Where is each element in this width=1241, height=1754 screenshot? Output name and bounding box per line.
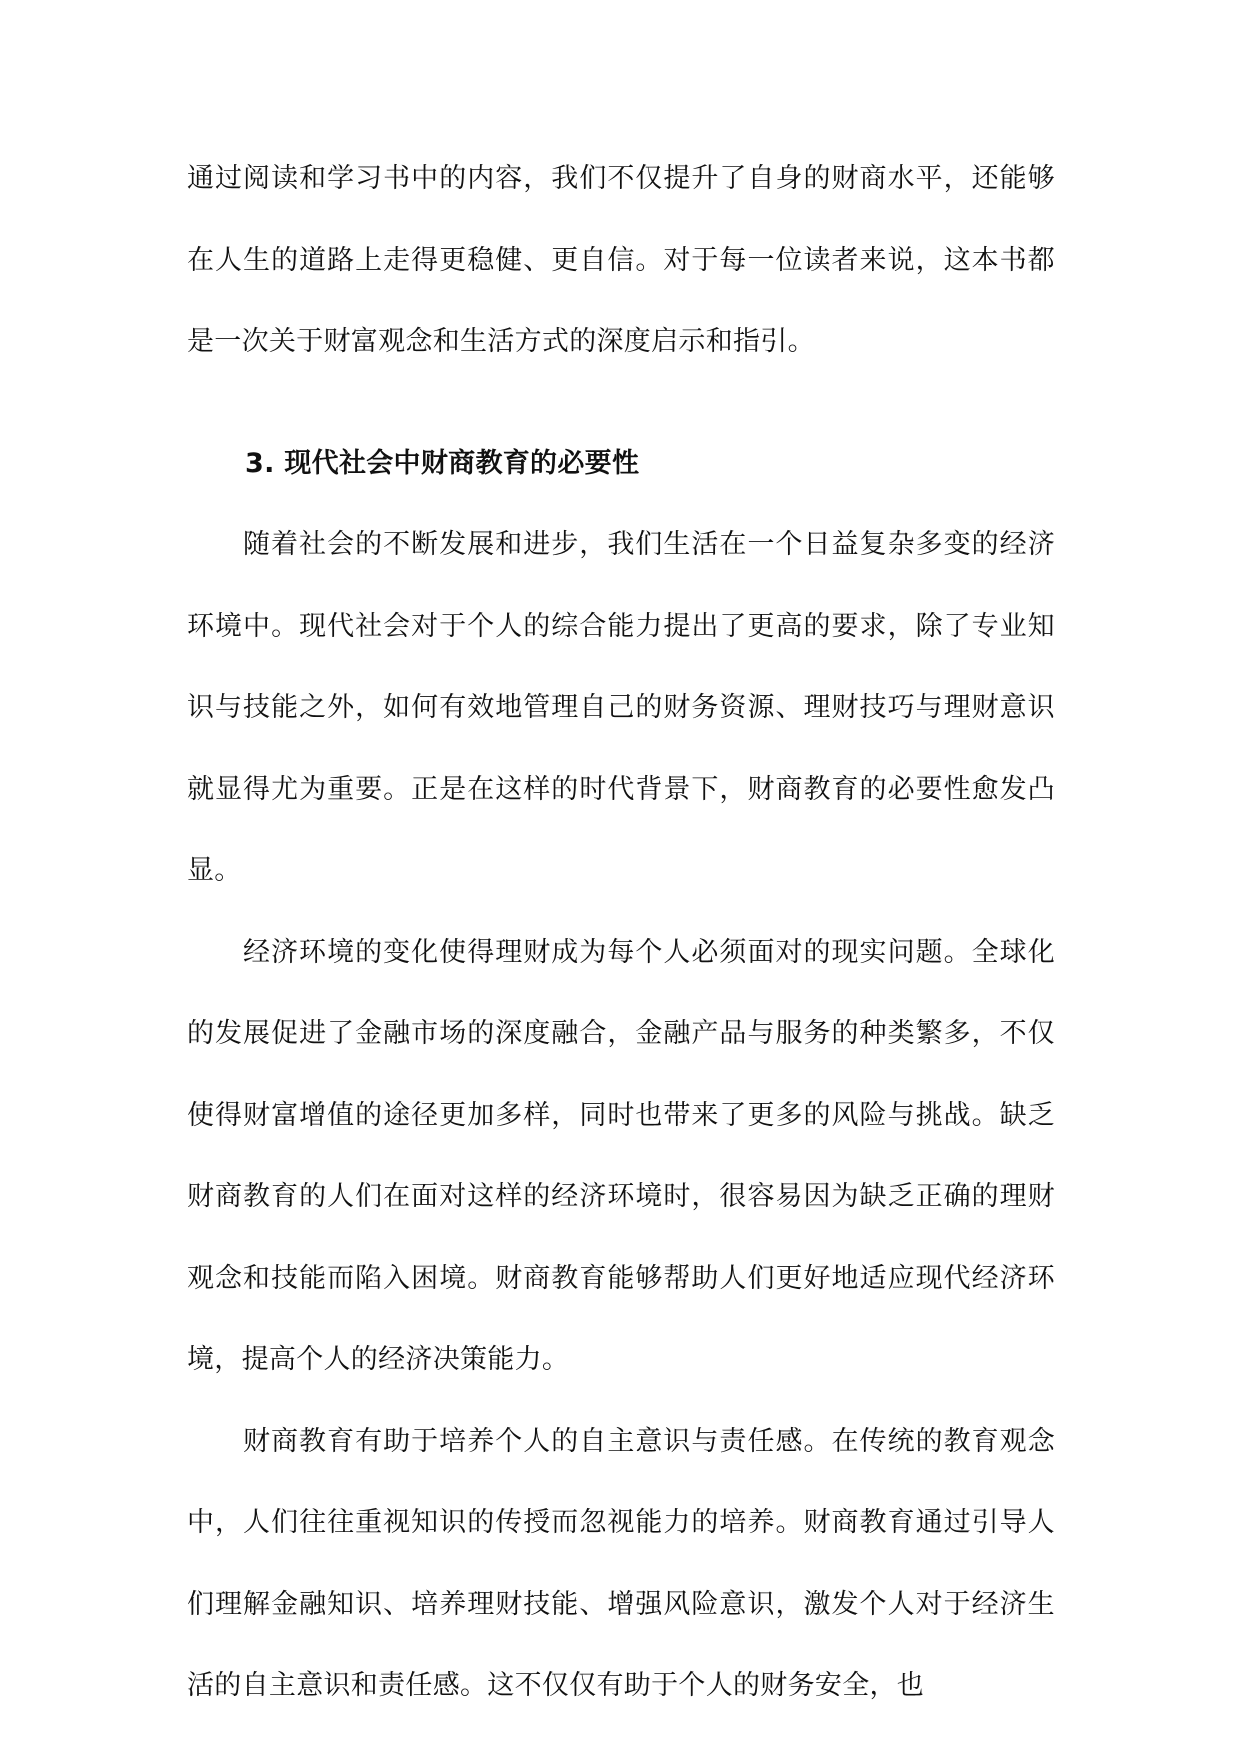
body-paragraph-2: 经济环境的变化使得理财成为每个人必须面对的现实问题。全球化的发展促进了金融市场的深度融合，金融产品与服务的种类繁多，不仅使得财富增值的途径更加多样，同时也带来了更多的风险与挑战。缺乏财商教育的人们在面对这样的经济环境时，很容易因为缺乏正确的理财观念和技能而陷入困境。财商教育能够帮助人们更好地适应现代经济环境，提高个人的经济决策能力。 (187, 936, 1055, 1375)
section-spacer (187, 383, 1055, 423)
body-paragraph-1: 随着社会的不断发展和进步，我们生活在一个日益复杂多变的经济环境中。现代社会对于个人的综合能力提出了更高的要求，除了专业知识与技能之外，如何有效地管理自己的财务资源、理财技巧与理财意识就显得尤为重要。正是在这样的时代背景下，财商教育的必要性愈发凸显。 (187, 529, 1055, 886)
document-body (187, 138, 1055, 1727)
section-heading: 3. 现代社会中财商教育的必要性 (245, 447, 640, 479)
body-paragraph-3: 财商教育有助于培养个人的自主意识与责任感。在传统的教育观念中，人们往往重视知识的传授而忽视能力的培养。财商教育通过引导人们理解金融知识、培养理财技能、增强风险意识，激发个人对于经济生活的自主意识和责任感。这不仅仅有助于个人的财务安全，也 (187, 1425, 1055, 1701)
opening-paragraph: 通过阅读和学习书中的内容，我们不仅提升了自身的财商水平，还能够在人生的道路上走得更稳健、更自信。对于每一位读者来说，这本书都是一次关于财富观念和生活方式的深度启示和指引。 (187, 163, 1055, 357)
